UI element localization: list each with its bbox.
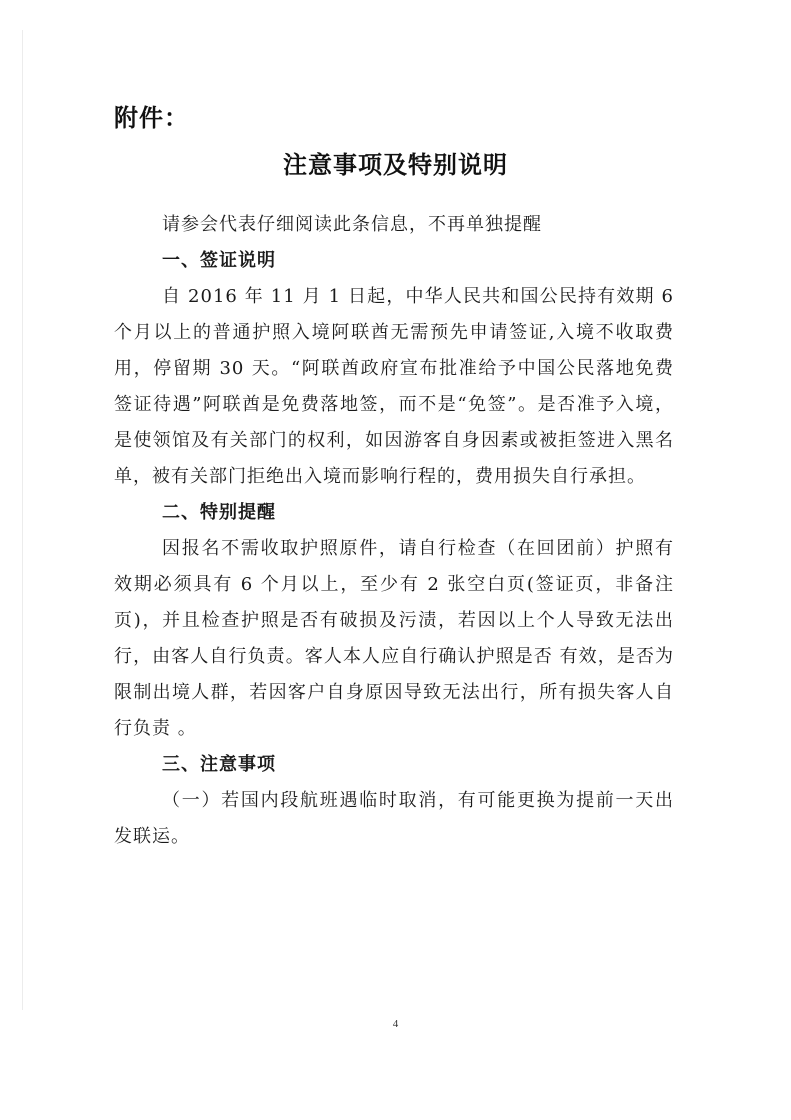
section-heading-notes: 三、注意事项	[162, 754, 276, 775]
paragraph-notes-1: （一）若国内段航班遇临时取消，有可能更换为提前一天出发联运。	[114, 790, 674, 847]
section-heading-reminder: 二、特别提醒	[162, 502, 276, 523]
paragraph-reminder: 因报名不需收取护照原件，请自行检查（在回团前）护照有效期必须具有 6 个月以上，至少有 2 张空白页(签证页，非备注页)，并且检查护照是否有破损及污渍，若因以上个人导致无法出行，由客人自行负责。客人本人应自行确认护照是否 有效，是否为限制出境人群，若因客户自身原因导致无法出行，所有损失客人自行负责 。	[114, 538, 674, 739]
intro-notice: 请参会代表仔细阅读此条信息，不再单独提醒	[162, 214, 542, 235]
page-number: 4	[392, 1018, 399, 1030]
page-title: 注意事项及特别说明	[283, 150, 508, 179]
paragraph-visa: 自 2016 年 11 月 1 日起，中华人民共和国公民持有效期 6 个月以上的普通护照入境阿联酋无需预先申请签证,入境不收取费用，停留期 30 天。“阿联酋政府宣布批准给予中国公民落地免费签证待遇”阿联酋是免费落地签，而不是“免签”。是否准予入境，是使领馆及有关部门的权利，如因游客自身因素或被拒签进入黑名单，被有关部门拒绝出入境而影响行程的，费用损失自行承担。	[114, 286, 674, 487]
section-heading-visa: 一、签证说明	[162, 250, 276, 271]
attachment-label: 附件：	[114, 103, 189, 132]
document-body	[114, 207, 674, 855]
